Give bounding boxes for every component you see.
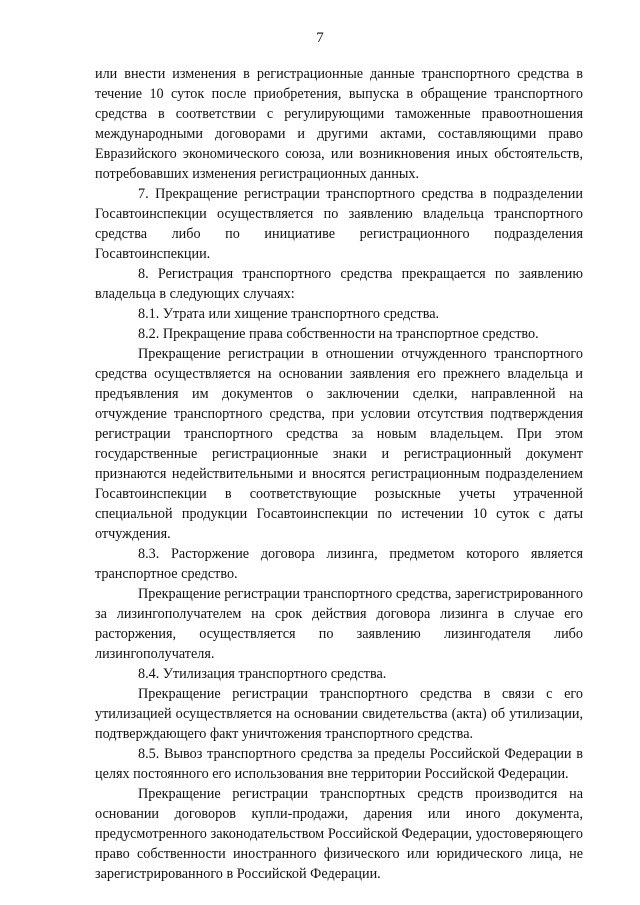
paragraph-clause-8-5: 8.5. Вывоз транспортного средства за пределы Российской Федерации в целях постоянного его использования вне территории Российской Федерации. bbox=[95, 746, 583, 782]
paragraph-clause-8: 8. Регистрация транспортного средства прекращается по заявлению владельца в следующих случаях: bbox=[95, 266, 583, 302]
paragraph-clause-8-3: 8.3. Расторжение договора лизинга, предметом которого является транспортное средство. bbox=[95, 546, 583, 582]
paragraph-leasing: Прекращение регистрации транспортного средства, зарегистрированного за лизингополучателем на срок действия договора лизинга в случае его расторжения, осуществляется по заявлению лизингодателя либо лизингополучателя. bbox=[95, 586, 583, 662]
paragraph-clause-8-1: 8.1. Утрата или хищение транспортного средства. bbox=[138, 306, 440, 322]
paragraph-utilization: Прекращение регистрации транспортного средства в связи с его утилизацией осуществляется на основании свидетельства (акта) об утилизации, подтверждающего факт уничтожения транспортного средства. bbox=[95, 686, 583, 742]
paragraph-alienated-vehicle: Прекращение регистрации в отношении отчужденного транспортного средства осуществляется на основании заявления его прежнего владельца и предъявления им документов о заключении сделки, направленной на отчуждение транспортного средства, при условии отсутствия подтверждения регистрации транспортного средства за новым владельцем. При этом государственные регистрационные знаки и регистрационный документ признаются недействительными и вносятся регистрационным подразделением Госавтоинспекции в соответствующие розыскные учеты утраченной специальной продукции Госавтоинспекции по истечении 10 суток с даты отчуждения. bbox=[95, 346, 583, 542]
paragraph-registration-changes: или внести изменения в регистрационные данные транспортного средства в течение 10 суток после приобретения, выпуска в обращение транспортного средства в соответствии с регулирующими таможенные правоотношения международными договорами и другими актами, составляющими право Евразийского экономического союза, или возникновения иных обстоятельств, потребовавших изменения регистрационных данных. bbox=[95, 66, 583, 182]
page-number: 7 bbox=[316, 30, 324, 46]
paragraph-clause-7: 7. Прекращение регистрации транспортного средства в подразделении Госавтоинспекции осуществляется по заявлению владельца транспортного средства либо по инициативе регистрационного подразделения Госавтоинспекции. bbox=[95, 186, 583, 262]
document-body bbox=[95, 64, 583, 884]
paragraph-clause-8-2: 8.2. Прекращение права собственности на транспортное средство. bbox=[138, 326, 539, 342]
paragraph-export-documents: Прекращение регистрации транспортных средств производится на основании договоров купли-продажи, дарения или иного документа, предусмотренного законодательством Российской Федерации, удостоверяющего право собственности иностранного физического или юридического лица, не зарегистрированного в Российской Федерации. bbox=[95, 786, 583, 882]
paragraph-clause-8-4: 8.4. Утилизация транспортного средства. bbox=[138, 666, 387, 682]
